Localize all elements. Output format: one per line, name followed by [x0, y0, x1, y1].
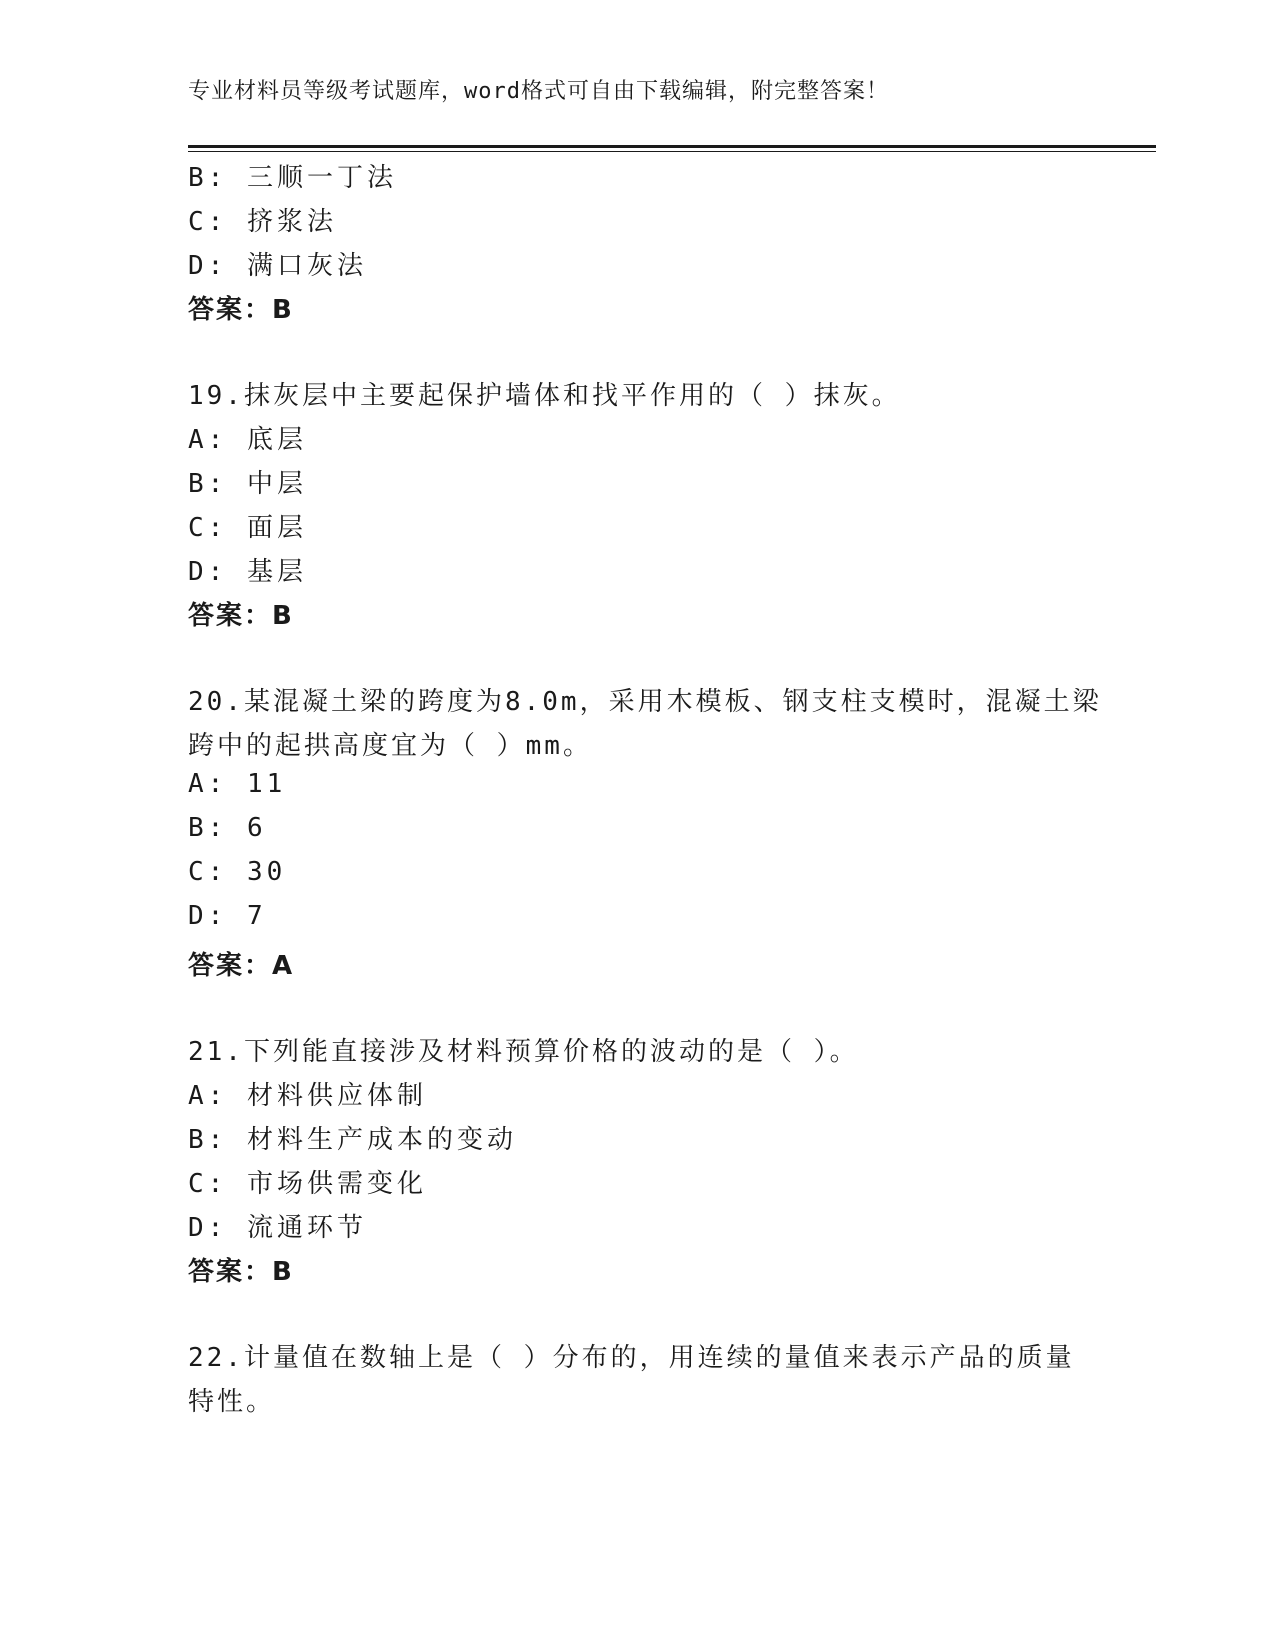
q21-option-b: B: 材料生产成本的变动	[188, 1125, 517, 1155]
q20-answer: 答案：A	[188, 951, 295, 981]
q21-option-d: D: 流通环节	[188, 1213, 367, 1243]
q19-answer: 答案：B	[188, 601, 294, 631]
q19-option-d: D: 基层	[188, 557, 307, 587]
q21-option-a: A: 材料供应体制	[188, 1081, 427, 1111]
q20-option-d: D: 7	[188, 901, 267, 931]
q20-option-b: B: 6	[188, 813, 267, 843]
prev-option-c: C: 挤浆法	[188, 207, 337, 237]
q19-option-b: B: 中层	[188, 469, 307, 499]
prev-option-b: B: 三顺一丁法	[188, 163, 397, 193]
prev-answer: 答案：B	[188, 295, 294, 325]
q21-stem: 21.下列能直接涉及材料预算价格的波动的是（ ）。	[188, 1037, 859, 1067]
header-rule-thin	[188, 151, 1156, 152]
q21-answer: 答案：B	[188, 1257, 294, 1287]
q22-stem-line1: 22.计量值在数轴上是（ ）分布的，用连续的量值来表示产品的质量	[188, 1343, 1075, 1373]
q20-option-a: A: 11	[188, 769, 287, 799]
q21-option-c: C: 市场供需变化	[188, 1169, 427, 1199]
q20-option-c: C: 30	[188, 857, 287, 887]
header-rule-thick	[188, 145, 1156, 148]
prev-option-d: D: 满口灰法	[188, 251, 367, 281]
q22-stem-line2: 特性。	[188, 1387, 276, 1417]
q20-stem-line2: 跨中的起拱高度宜为（ ）mm。	[188, 731, 592, 761]
page-header: 专业材料员等级考试题库，word格式可自由下载编辑，附完整答案！	[188, 79, 889, 104]
q19-stem: 19.抹灰层中主要起保护墙体和找平作用的（ ）抹灰。	[188, 381, 901, 411]
q19-option-c: C: 面层	[188, 513, 307, 543]
q19-option-a: A: 底层	[188, 425, 307, 455]
q20-stem-line1: 20.某混凝土梁的跨度为8.0m，采用木模板、钢支柱支模时，混凝土梁	[188, 687, 1102, 717]
